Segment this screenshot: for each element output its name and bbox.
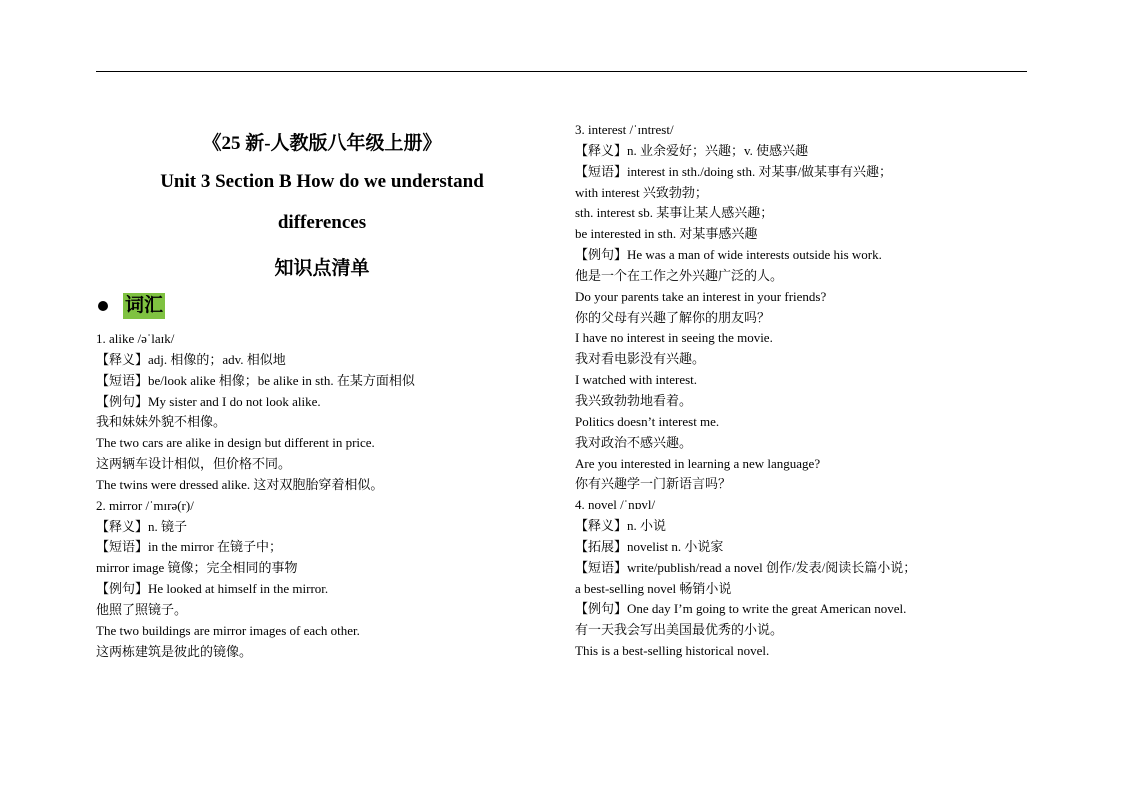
text-line: 【短语】interest in sth./doing sth. 对某事/做某事有兴趣； bbox=[575, 163, 893, 179]
text-line: 1. alike /əˈlaɪk/ bbox=[96, 331, 175, 346]
text-line: 3. interest /ˈɪntrest/ bbox=[575, 122, 674, 137]
document-subtitle: 知识点清单 bbox=[274, 258, 370, 279]
text-line: 2. mirror /ˈmɪrə(r)/ bbox=[96, 497, 194, 513]
text-line: sth. interest sb. 某事让某人感兴趣； bbox=[575, 205, 774, 221]
text-line: Do your parents take an interest in your friends? bbox=[575, 288, 827, 304]
text-line: 【短语】in the mirror 在镜子中； bbox=[96, 539, 282, 555]
text-line: 【释义】adj. 相像的；adv. 相似地 bbox=[96, 351, 286, 367]
text-line: I have no interest in seeing the movie. bbox=[575, 330, 773, 346]
text-line: 【例句】My sister and I do not look alike. bbox=[96, 393, 321, 409]
text-line: 【释义】n. 业余爱好；兴趣；v. 使感兴趣 bbox=[575, 142, 809, 158]
text-line: 【释义】n. 镜子 bbox=[96, 518, 188, 534]
text-line: 【例句】One day I’m going to write the great American novel. bbox=[575, 601, 907, 617]
text-line: 【短语】write/publish/read a novel 创作/发表/阅读长篇小说； bbox=[575, 559, 917, 575]
text-line: 这两栋建筑是彼此的镜像。 bbox=[96, 643, 253, 659]
text-line: 这两辆车设计相似，但价格不同。 bbox=[96, 456, 292, 472]
text-line: 【短语】be/look alike 相像；be alike in sth. 在某方面相似 bbox=[96, 372, 415, 388]
text-line: The twins were dressed alike. 这对双胞胎穿着相似。 bbox=[96, 476, 384, 492]
text-line: 我兴致勃勃地看着。 bbox=[575, 392, 693, 408]
text-line: mirror image 镜像；完全相同的事物 bbox=[96, 560, 298, 576]
text-line: 你的父母有兴趣了解你的朋友吗？ bbox=[575, 309, 771, 325]
text-line: 我和妹妹外貌不相像。 bbox=[96, 414, 227, 430]
text-line: The two cars are alike in design but different in price. bbox=[96, 435, 375, 451]
section-label: 词汇 bbox=[123, 293, 165, 319]
text-line: This is a best-selling historical novel. bbox=[575, 643, 770, 659]
text-line: The two buildings are mirror images of each other. bbox=[96, 622, 360, 638]
section-heading bbox=[96, 292, 165, 320]
text-line: a best-selling novel 畅销小说 bbox=[575, 580, 732, 596]
text-line: 4. novel /ˈnɒvl/ bbox=[575, 497, 656, 513]
text-line: 有一天我会写出美国最优秀的小说。 bbox=[575, 622, 784, 638]
unit-title-continued: differences bbox=[277, 212, 367, 233]
unit-title: Unit 3 Section B How do we understand bbox=[160, 171, 484, 192]
document-title: 《25 新-人教版八年级上册》 bbox=[202, 133, 442, 154]
text-line: be interested in sth. 对某事感兴趣 bbox=[575, 226, 758, 242]
text-line: 【拓展】novelist n. 小说家 bbox=[575, 538, 724, 554]
text-line: I watched with interest. bbox=[575, 372, 698, 388]
header-rule bbox=[96, 71, 1027, 72]
text-line: Are you interested in learning a new language? bbox=[575, 455, 821, 471]
text-line: 我对看电影没有兴趣。 bbox=[575, 351, 706, 367]
text-line: 【例句】He was a man of wide interests outside his work. bbox=[575, 247, 882, 263]
text-line: 【释义】n. 小说 bbox=[575, 518, 667, 534]
text-line: Politics doesn’t interest me. bbox=[575, 413, 720, 429]
text-line: 他是一个在工作之外兴趣广泛的人。 bbox=[575, 267, 784, 283]
text-line: 【例句】He looked at himself in the mirror. bbox=[96, 581, 329, 597]
text-line: 他照了照镜子。 bbox=[96, 601, 188, 617]
right-column-content bbox=[575, 120, 916, 662]
bullet-icon bbox=[98, 301, 108, 311]
text-line: with interest 兴致勃勃； bbox=[575, 184, 708, 200]
left-column-content bbox=[96, 329, 415, 663]
text-line: 你有兴趣学一门新语言吗？ bbox=[575, 476, 732, 492]
text-line: 我对政治不感兴趣。 bbox=[575, 434, 693, 450]
